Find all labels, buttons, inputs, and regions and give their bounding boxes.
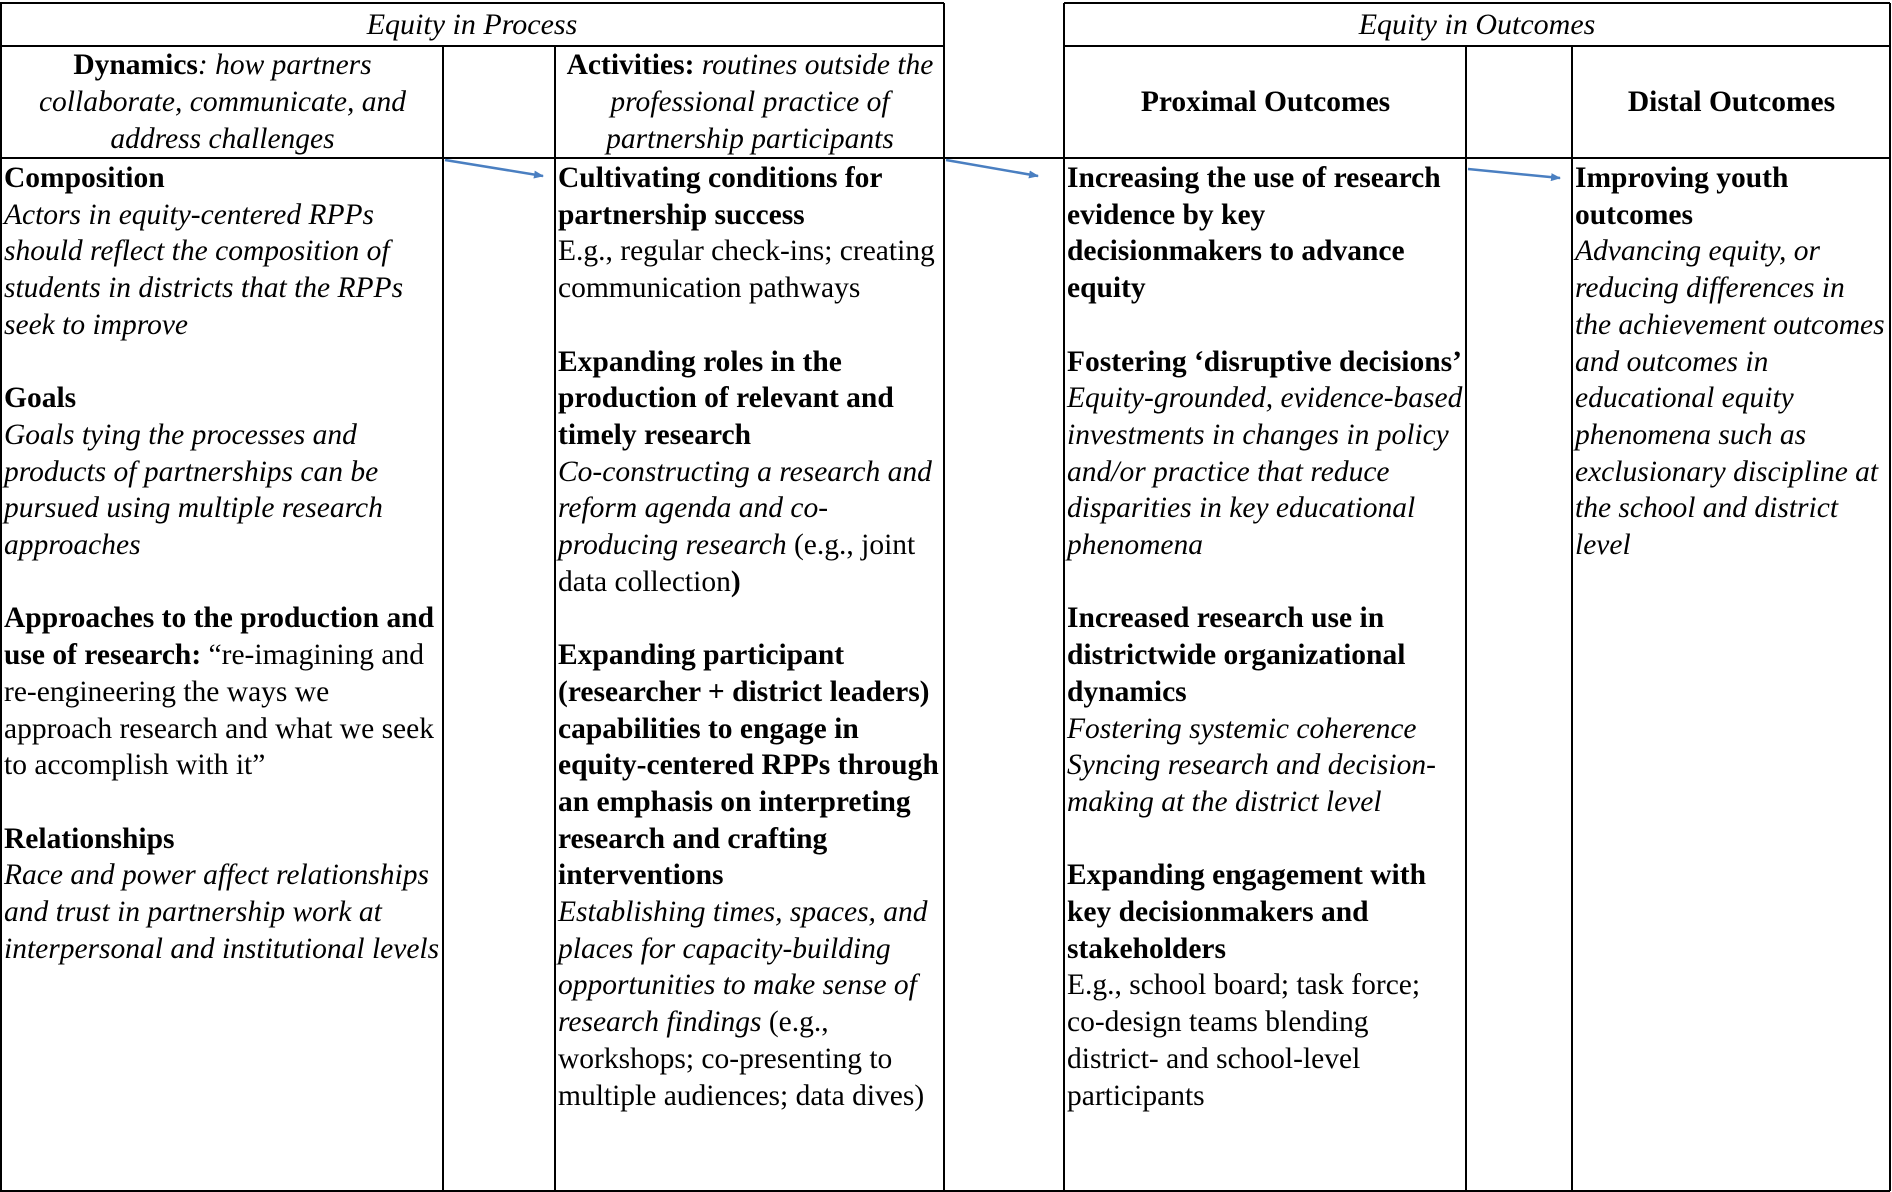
improving-youth-outcomes-text: Advancing equity, or reducing differences in the achievement outcomes and outcomes in educational equity phenomena such as exclusionary discipline at the school and district level [1575,235,1885,562]
proximal-outcomes-column [1065,160,1466,1114]
arrow-dynamics-to-activities [445,160,543,176]
capabilities-plain-text: (e.g., workshops; co-presenting to multiple audiences; data dives) [558,1006,925,1112]
dynamics-column [2,160,443,967]
relationships-text: Race and power affect relationships and trust in partnership work at interpersonal and institutional levels [4,859,440,965]
syncing-research-text: Syncing research and decision-making at the district level [1067,749,1436,818]
cultivating-text: E.g., regular check-ins; creating communication pathways [558,235,935,305]
dynamics-header-description: : how partners collaborate, communicate, and address challenges [38,49,407,155]
approaches-text: “re-imagining and re-engineering the ways we approach research and what we seek to accomplish with it” [4,639,434,782]
activities-header-label: Activities: [566,49,695,82]
systemic-coherence-text: Fostering systemic coherence [1067,712,1417,745]
goals-title: Goals [4,382,77,415]
arrow-proximal-to-distal [1468,169,1560,178]
districtwide-research-use-title: Increased research use in districtwide organizational dynamics [1067,602,1406,708]
goals-text: Goals tying the processes and products of partnerships can be pursued using multiple research approaches [4,418,383,562]
dynamics-header-label: Dynamics [73,49,198,82]
roles-close-paren: ) [730,565,741,598]
increasing-research-use-title: Increasing the use of research evidence by key decisionmakers to advance equity [1067,162,1441,305]
cultivating-title: Cultivating conditions for partnership success [558,162,882,231]
roles-plain-text: (e.g., joint data collection [558,529,916,598]
distal-outcomes-header: Distal Outcomes [1627,86,1836,119]
relationships-title: Relationships [4,822,175,855]
roles-italic-text: Co-constructing a research and reform agenda and co-producing research [558,455,932,562]
dynamics-header [2,47,443,158]
capabilities-block [558,894,942,1114]
activities-header [556,47,944,158]
engagement-text: E.g., school board; task force; co-design teams blending district- and school-level participants [1067,969,1421,1112]
roles-title: Expanding roles in the production of relevant and timely research [558,345,894,451]
distal-outcomes-column [1573,160,1890,564]
activities-column [556,160,944,1114]
disruptive-decisions-text: Equity-grounded, evidence-based investments in changes in policy and/or practice that reduce disparities in key educational phenomena [1067,382,1463,562]
arrow-activities-to-proximal [946,160,1038,176]
improving-youth-outcomes-title: Improving youth outcomes [1575,162,1789,231]
approaches-title: Approaches to the production and use of research: [4,602,435,672]
activities-header-description: routines outside the professional practice of partnership participants [606,49,934,155]
capabilities-title: Expanding participant (researcher + district leaders) capabilities to engage in equity-centered RPPs through an emphasis on interpreting research and crafting interventions [558,639,939,892]
equity-in-process-title: Equity in Process [366,8,578,41]
equity-in-outcomes-title: Equity in Outcomes [1358,8,1596,41]
engagement-title: Expanding engagement with key decisionmakers and stakeholders [1067,859,1426,965]
capabilities-italic-text: Establishing times, spaces, and places for capacity-building opportunities to make sense of research findings [558,896,928,1039]
disruptive-decisions-title: Fostering ‘disruptive decisions’ [1067,345,1462,378]
approaches-block [4,600,441,784]
proximal-outcomes-header: Proximal Outcomes [1140,86,1391,119]
composition-title: Composition [4,162,165,194]
roles-block [558,454,942,601]
composition-text: Actors in equity-centered RPPs should reflect the composition of students in districts that the RPPs seek to improve [4,198,404,341]
